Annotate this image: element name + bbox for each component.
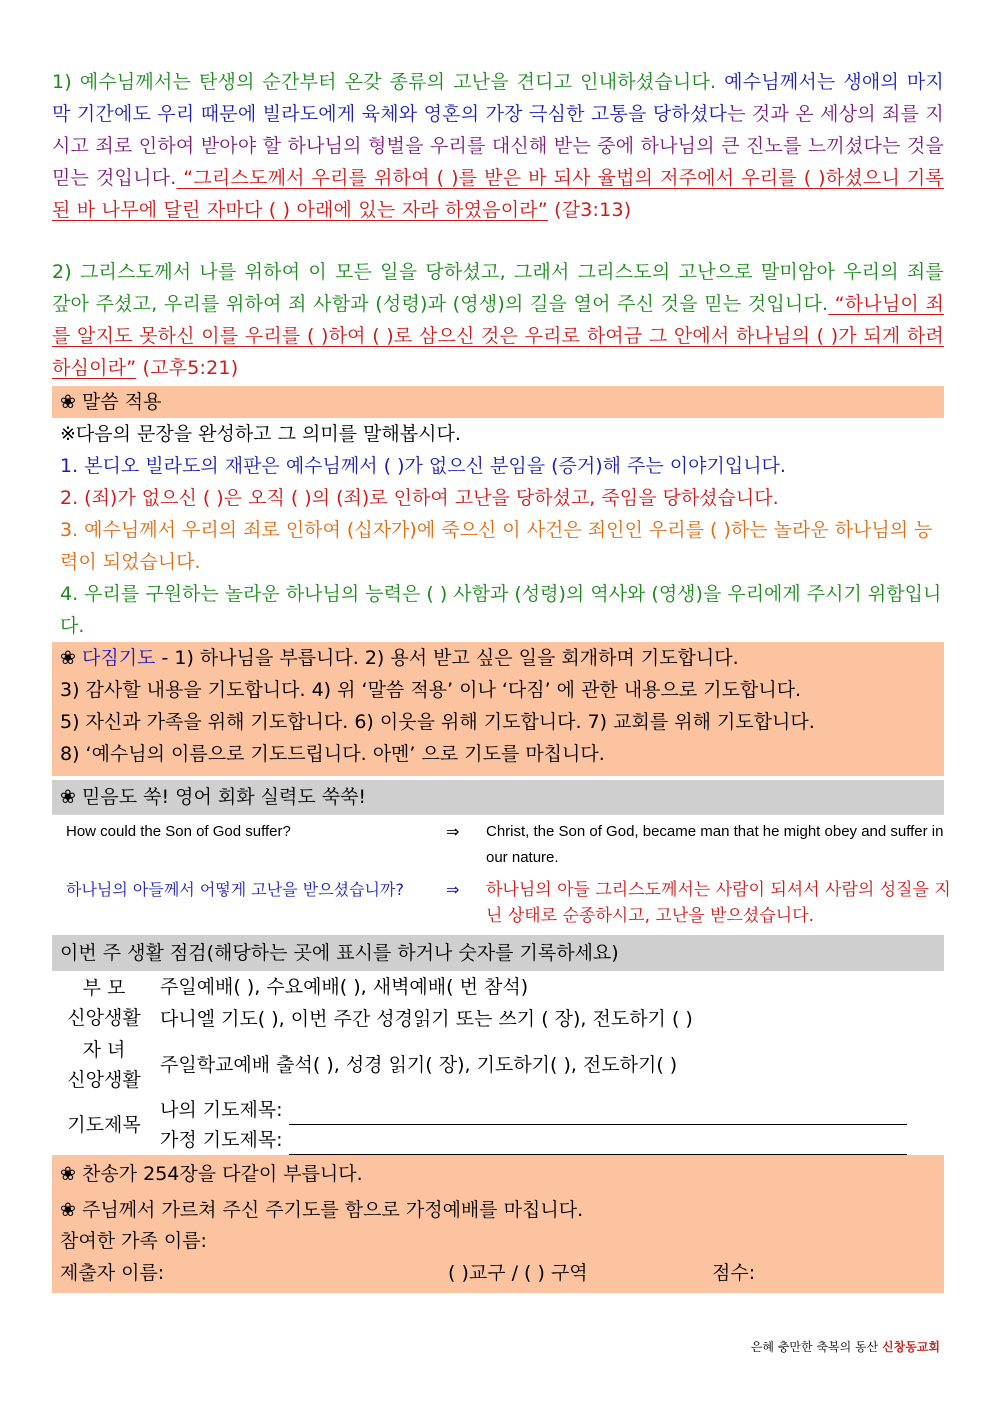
parent-label-line-2: 신앙생활	[67, 1007, 141, 1029]
prayer-line-4: 8) ‘예수님의 이름으로 기도드립니다. 아멘’ 으로 기도를 마칩니다.	[60, 743, 605, 765]
family-prayer-row[interactable]	[156, 1125, 944, 1155]
paragraph-1	[52, 66, 944, 226]
p1-sentence-b: 예수님께서는 생애의 마지막 기간에도 우리 때문에 빌라도에게 육체와 영혼의 가장 극심한 고통을 당하셨다	[52, 71, 944, 125]
p1-scripture-ref: (갈3:13)	[547, 199, 632, 221]
my-prayer-row[interactable]	[156, 1095, 944, 1125]
child-label-line-1: 자 녀	[82, 1039, 126, 1061]
prayer-section	[52, 642, 944, 776]
life-check-table	[52, 971, 944, 1155]
p1-sentence-c: 는 것과 온 세상의 죄를 지시고 죄로 인하여 받아야 할 하나님의 형벌을 우리를 대신해 받는 중에 하나님의 큰 진노를 느끼셨다는 것을 믿는 것입니다.	[52, 103, 944, 189]
paragraph-2	[52, 256, 944, 384]
english-answer: Christ, the Son of God, became man that he might obey and suffer in our nature.	[486, 823, 944, 866]
section-header-apply	[52, 386, 944, 418]
child-label-line-2: 신앙생활	[67, 1069, 141, 1091]
apply-question-2: 2. (죄)가 없으신 ( )은 오직 ( )의 (죄)로 인하여 고난을 당하셨고, 죽임을 당하셨습니다.	[60, 487, 779, 509]
parent-label	[52, 971, 156, 1035]
apply-question-4: 4. 우리를 구원하는 놀라운 하나님의 능력은 ( ) 사함과 (성령)의 역사와 (영생)을 우리에게 주시기 위함입니다.	[60, 583, 942, 637]
prayer-topic-label: 기도제목	[67, 1114, 141, 1136]
english-question: How could the Son of God suffer?	[66, 823, 291, 840]
prayer-line-1: - 1) 하나님을 부릅니다. 2) 용서 받고 싶은 일을 회개하며 기도합니다.	[155, 647, 739, 669]
flower-icon: ❀	[60, 1163, 76, 1185]
child-label	[52, 1035, 156, 1095]
worksheet-page	[52, 66, 951, 1293]
english-qa-en	[52, 814, 944, 875]
korean-question: 하나님의 아들께서 어떻게 고난을 받으셨습니까?	[66, 880, 404, 899]
family-names-field[interactable]: 참여한 가족 이름:	[60, 1230, 207, 1252]
arrow-right-icon: ⇒	[446, 880, 460, 899]
parent-label-line-1: 부 모	[82, 977, 126, 999]
apply-question-1: 1. 본디오 빌라도의 재판은 예수님께서 ( )가 없으신 분임을 (증거)해 주는 이야기입니다.	[60, 455, 786, 477]
parent-check-row-2[interactable]: 다니엘 기도( ), 이번 주간 성경읽기 또는 쓰기 ( 장), 전도하기 ( )	[160, 1008, 693, 1030]
arrow-right-icon: ⇒	[446, 822, 460, 841]
flower-icon: ❀	[60, 391, 76, 413]
english-qa-ko	[52, 875, 951, 933]
korean-answer: 하나님의 아들 그리스도께서는 사람이 되셔서 사람의 성질을 지닌 상태로 순종하시고, 고난을 받으셨습니다.	[486, 880, 951, 926]
prayer-title: 다짐기도	[82, 647, 156, 669]
footer-slogan: 은혜 충만한 축복의 동산	[750, 1340, 883, 1354]
hymn-line: 찬송가 254장을 다같이 부릅니다.	[82, 1163, 363, 1185]
prayer-line-3: 5) 자신과 가족을 위해 기도합니다. 6) 이웃을 위해 기도합니다. 7) 교회를 위해 기도합니다.	[60, 711, 815, 733]
section-header-check	[52, 935, 944, 971]
apply-question-3: 3. 예수님께서 우리의 죄로 인하여 (십자가)에 죽으신 이 사건은 죄인인 우리를 ( )하는 놀라운 하나님의 능력이 되었습니다.	[60, 519, 933, 573]
my-prayer-label: 나의 기도제목:	[160, 1099, 283, 1121]
p1-sentence-a: 1) 예수님께서는 탄생의 순간부터 온갖 종류의 고난을 견디고 인내하셨습니다.	[52, 71, 717, 93]
p2-sentence-a: 2) 그리스도께서 나를 위하여 이 모든 일을 당하셨고, 그래서 그리스도의 고난으로 말미암아 우리의 죄를 갚아 주셨고, 우리를 위하여 죄 사함과 (성령)과 (영생)의 길을 열어 주신 것을 믿는 것입니다.	[52, 261, 944, 315]
submitter-field[interactable]: 제출자 이름:	[60, 1262, 165, 1284]
p2-scripture-ref: (고후5:21)	[136, 357, 239, 379]
parent-check-row-1[interactable]: 주일예배( ), 수요예배( ), 새벽예배( 번 참석)	[160, 976, 529, 998]
p1-scripture-quote: “그리스도께서 우리를 위하여 ( )를 받은 바 되사 율법의 저주에서 우리를 ( )하셨으니 기록된 바 나무에 달린 자마다 ( ) 아래에 있는 자라 하였음이라”	[52, 167, 944, 221]
english-title: 믿음도 쑥! 영어 회화 실력도 쑥쑥!	[82, 786, 367, 808]
family-prayer-line[interactable]	[289, 1134, 907, 1155]
district-field[interactable]: ( )교구 / ( ) 구역	[448, 1262, 588, 1284]
submitter-row	[60, 1255, 944, 1291]
church-name: 신창동교회	[882, 1340, 940, 1354]
p2-scripture-quote: “하나님이 죄를 알지도 못하신 이를 우리를 ( )하여 ( )로 삼으신 것은 우리로 하여금 그 안에서 하나님의 ( )가 되게 하려 하심이라”	[52, 293, 944, 379]
closing-section	[52, 1155, 944, 1293]
apply-title: 말씀 적용	[82, 391, 162, 413]
apply-intro: ※다음의 문장을 완성하고 그 의미를 말해봅시다.	[60, 423, 461, 445]
flower-icon: ❀	[60, 647, 76, 669]
lords-prayer-line: 주님께서 가르쳐 주신 주기도를 함으로 가정예배를 마칩니다.	[82, 1199, 584, 1221]
score-field[interactable]: 점수:	[712, 1262, 756, 1284]
apply-questions	[52, 418, 944, 642]
flower-icon: ❀	[60, 1199, 76, 1221]
prayer-line-2: 3) 감사할 내용을 기도합니다. 4) 위 ‘말씀 적용’ 이나 ‘다짐’ 에 관한 내용으로 기도합니다.	[60, 679, 802, 701]
flower-icon: ❀	[60, 786, 76, 808]
my-prayer-line[interactable]	[289, 1104, 907, 1125]
check-title: 이번 주 생활 점검(해당하는 곳에 표시를 하거나 숫자를 기록하세요)	[60, 942, 619, 964]
section-header-english	[52, 780, 944, 814]
family-prayer-label: 가정 기도제목:	[160, 1129, 283, 1151]
footer	[751, 1338, 940, 1355]
child-check-row[interactable]: 주일학교예배 출석( ), 성경 읽기( 장), 기도하기( ), 전도하기( )	[160, 1054, 678, 1076]
